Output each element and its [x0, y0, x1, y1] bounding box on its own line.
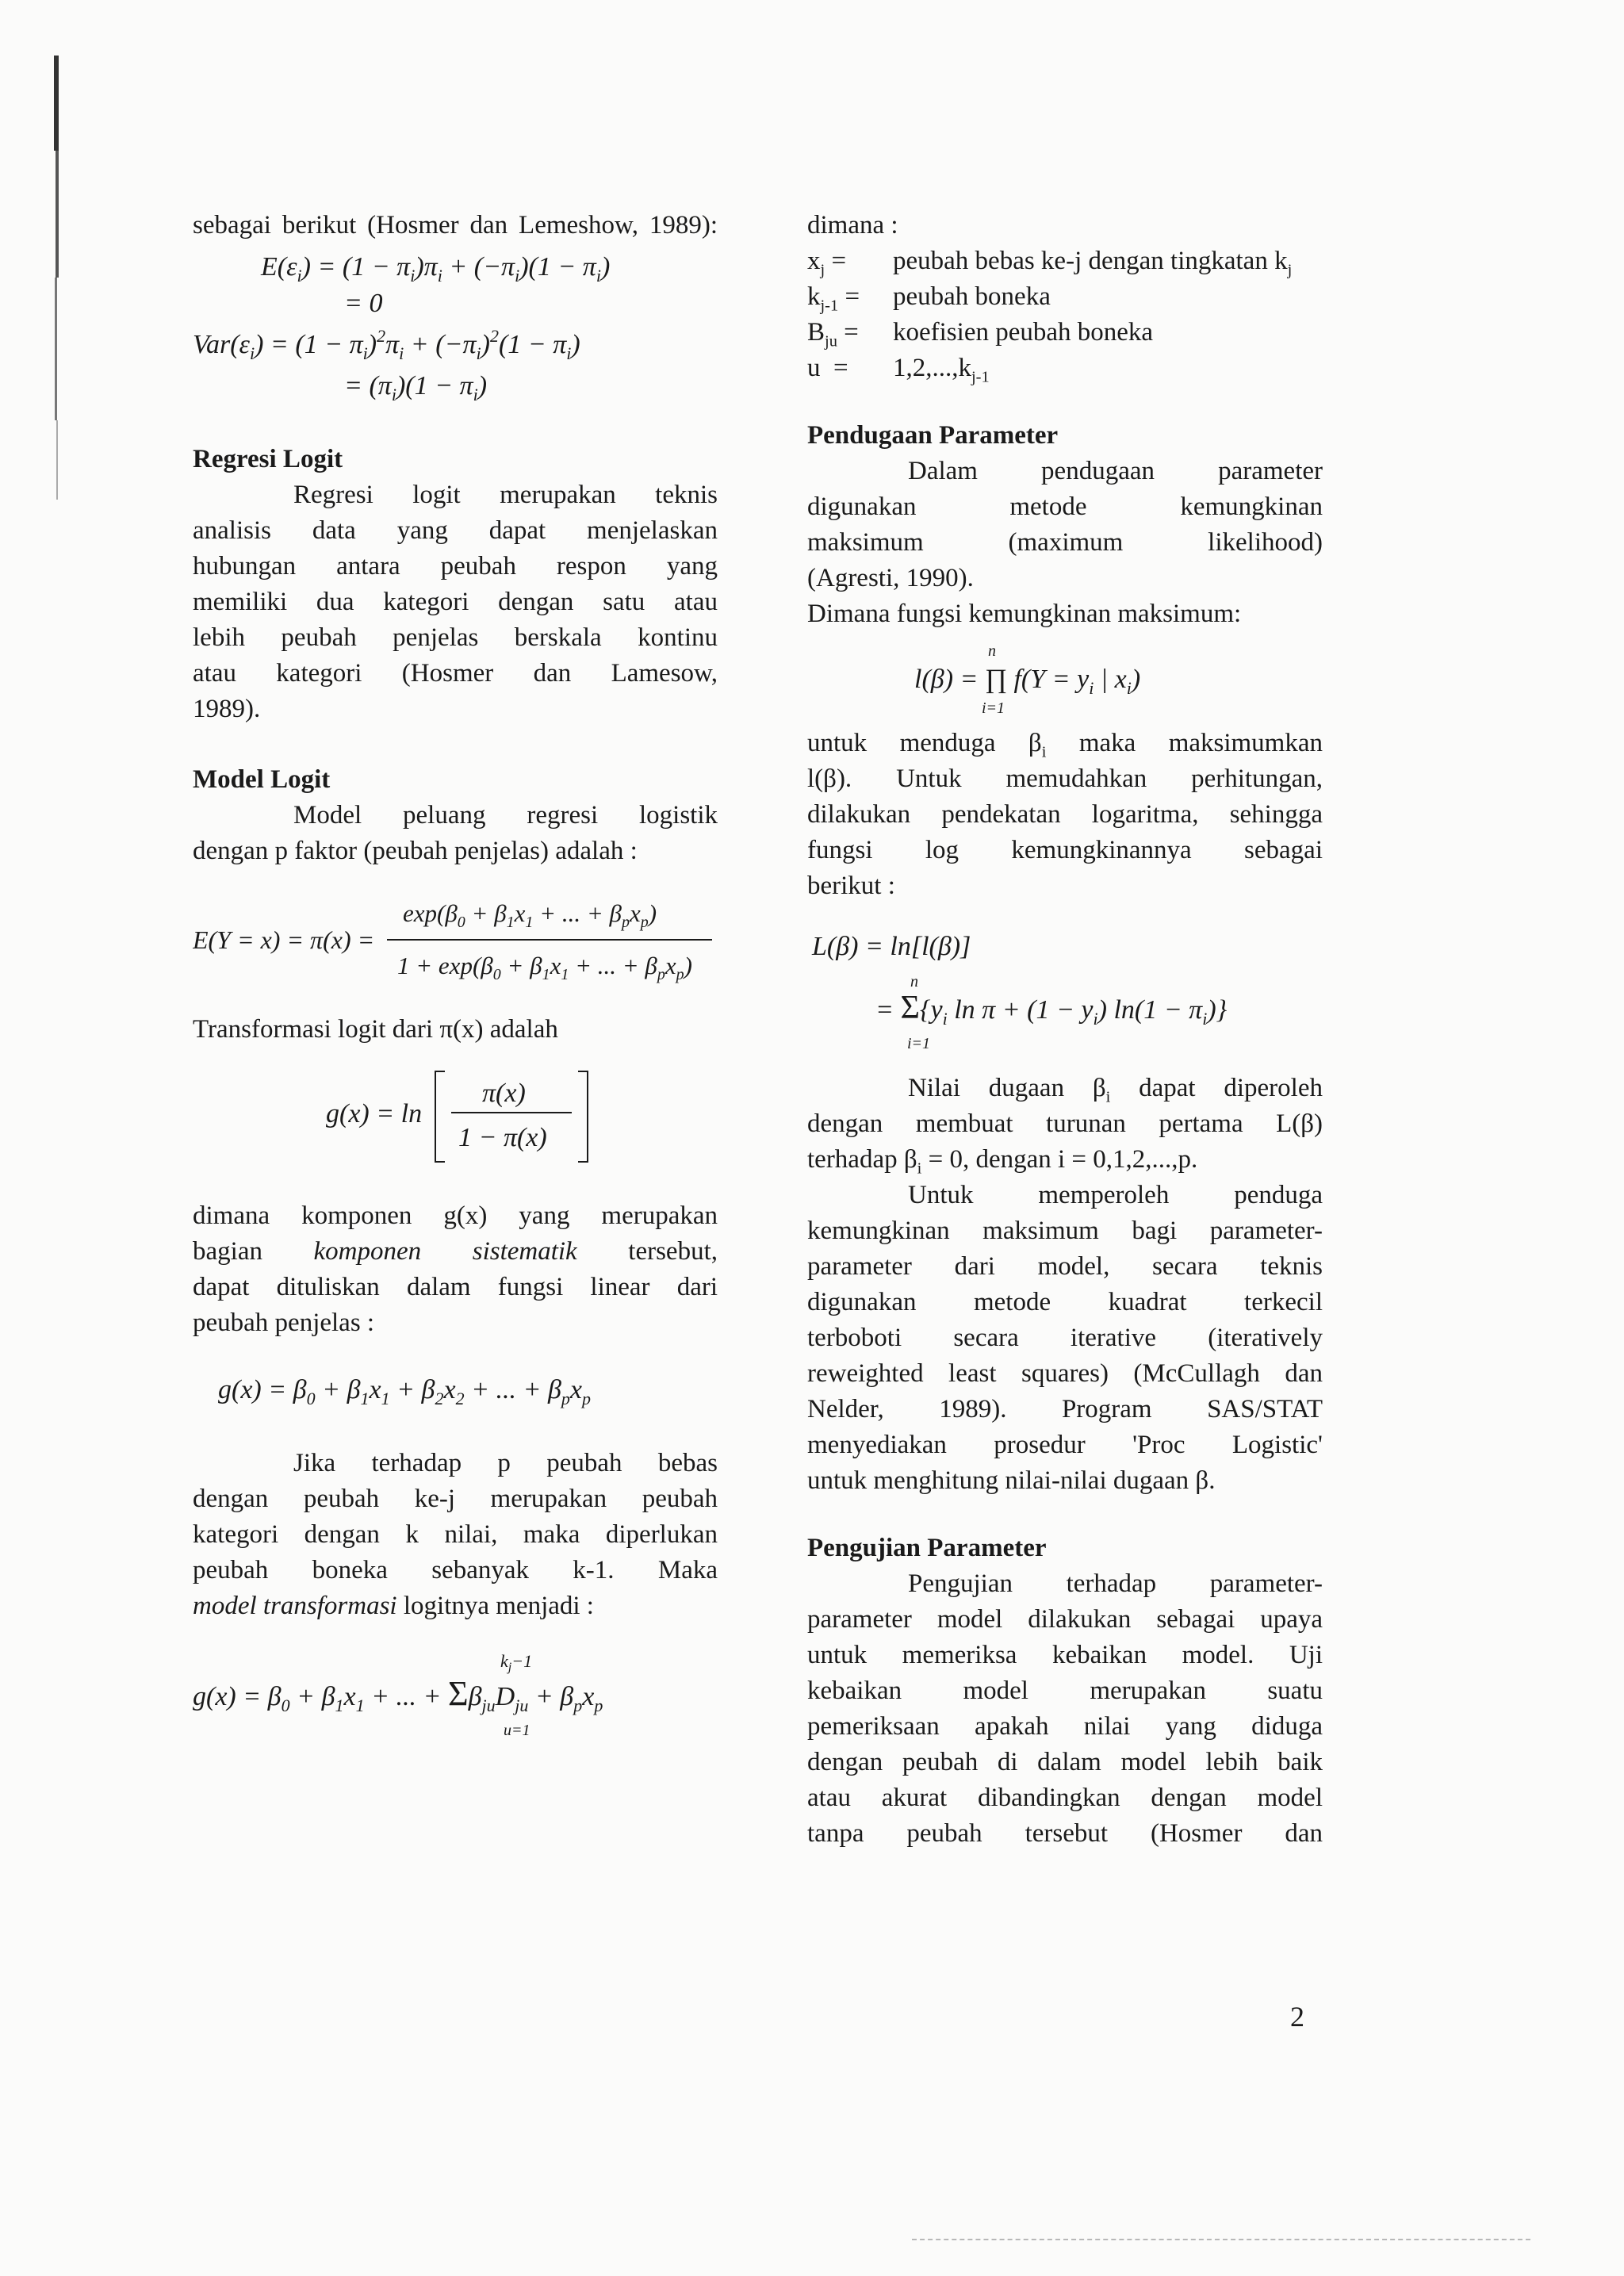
untuk-line-6: reweighted least squares) (McCullagh dan	[807, 1359, 1323, 1388]
eq-loglik-line1: L(β) = ln[l(β)]	[812, 932, 971, 961]
equation-dummy	[193, 1642, 718, 1745]
intro-line: sebagai berikut (Hosmer dan Lemeshow, 1989):	[193, 211, 718, 239]
pengujian-line-4: kebaikan model merupakan suatu	[807, 1676, 1323, 1705]
pendugaan-line-3: maksimum (maximum likelihood)	[807, 528, 1323, 557]
eq-pi-numerator: $\exp(\beta_0 + \beta_1x_1$ + ... + $\beta_px_p$)	[403, 899, 657, 931]
eq-logit-left-bracket	[435, 1071, 445, 1162]
heading-pendugaan-parameter: Pendugaan Parameter	[807, 421, 1059, 450]
dimana-label: dimana :	[807, 211, 898, 239]
eq-likelihood: l(β) = ∏ $f(Y = y_i$ | $x_i$)	[914, 665, 1141, 698]
pendugaan-line-2: digunakan metode kemungkinan	[807, 492, 1323, 521]
nilai-line-1: Nilai dugaan $\beta_i$ dapat diperoleh	[908, 1074, 1323, 1106]
definition-bju	[807, 315, 1323, 351]
untuk-line-1: Untuk memperoleh penduga	[908, 1181, 1323, 1209]
equation-probability	[193, 880, 718, 999]
scan-footer-line	[912, 2239, 1530, 2240]
komponen-line-3: dapat dituliskan dalam fungsi linear dari	[193, 1273, 718, 1301]
heading-pengujian-parameter: Pengujian Parameter	[807, 1534, 1047, 1562]
eq-logit-lhs: g(x) = ln	[326, 1099, 423, 1128]
definition-kj1	[807, 279, 1323, 315]
regresi-line-6: atau kategori (Hosmer dan Lamesow,	[193, 659, 718, 688]
eq-variance-result: = $(\pi_i)(1 - \pi_i)$	[344, 371, 488, 404]
definition-term: $B_{ju}$ =	[807, 318, 859, 351]
definition-text: $1,2,...,k_{j-1}$	[893, 354, 990, 386]
regresi-line-1: Regresi logit merupakan teknis	[293, 481, 718, 509]
untuk-line-2: kemungkinan maksimum bagi parameter-	[807, 1217, 1323, 1245]
untuk-line-7: Nelder, 1989). Program SAS/STAT	[807, 1395, 1323, 1423]
menduga-line-2: l(β). Untuk memudahkan perhitungan,	[807, 764, 1323, 793]
definition-text: koefisien peubah boneka	[893, 318, 1154, 347]
jika-line-4: peubah boneka sebanyak k-1. Maka	[193, 1556, 718, 1584]
eq-linear: $g(x) = \beta_0 + \beta_1x_1 + \beta_2x_2$ + ... + $\beta_px_p$	[218, 1375, 592, 1408]
nilai-line-3: terhadap $\beta_i = 0$, dengan i = 0,1,2,...,p.	[807, 1145, 1198, 1178]
model-line-2: dengan p faktor (peubah penjelas) adalah :	[193, 837, 638, 865]
pengujian-line-2: parameter model dilakukan sebagai upaya	[807, 1605, 1323, 1634]
eq-pi-denominator: $1 + \exp(\beta_0 + \beta_1x_1$ + ... + $\beta_px_p$)	[397, 952, 692, 983]
menduga-line-4: fungsi log kemungkinannya sebagai	[807, 836, 1323, 864]
pengujian-line-7: atau akurat dibandingkan dengan model	[807, 1784, 1323, 1812]
pengujian-line-8: tanpa peubah tersebut (Hosmer dan	[807, 1819, 1323, 1848]
komponen-line-2: bagian komponen sistematik tersebut,	[193, 1237, 718, 1266]
definition-term: $x_j$ =	[807, 247, 847, 279]
regresi-line-5: lebih peubah penjelas berskala kontinu	[193, 623, 718, 652]
heading-regresi-logit: Regresi Logit	[193, 445, 343, 473]
scan-edge-artifact	[48, 56, 71, 500]
eq-dummy-lower: u=1	[504, 1722, 530, 1739]
eq-logit-numerator: π(x)	[482, 1079, 526, 1108]
definition-text: peubah boneka	[893, 282, 1051, 311]
regresi-line-2: analisis data yang dapat menjelaskan	[193, 516, 718, 545]
left-column	[193, 208, 718, 1745]
equation-logit	[193, 1060, 718, 1171]
page-number: 2	[1290, 2001, 1304, 2033]
eq-loglik-upper: n	[910, 973, 918, 990]
eq-zero: = 0	[344, 289, 383, 318]
equation-variance	[193, 243, 718, 410]
menduga-line-5: berikut :	[807, 872, 895, 900]
komponen-line-4: peubah penjelas :	[193, 1309, 375, 1337]
pendugaan-line-4: (Agresti, 1990).	[807, 564, 974, 592]
pengujian-line-3: untuk memeriksa kebaikan model. Uji	[807, 1641, 1323, 1669]
menduga-line-1: untuk menduga $\beta_i$ maka maksimumkan	[807, 729, 1323, 761]
jika-line-1: Jika terhadap p peubah bebas	[293, 1449, 718, 1477]
equation-log-likelihood	[807, 922, 1323, 1056]
eq-logit-denominator: 1 − π(x)	[458, 1123, 547, 1152]
pendugaan-line-5: Dimana fungsi kemungkinan maksimum:	[807, 600, 1242, 628]
eq-expectation: $E(\varepsilon_i) = (1 - \pi_i)\pi_i + (-\pi_i)(1 - \pi_i)$	[261, 252, 611, 285]
untuk-line-5: terboboti secara iterative (iteratively	[807, 1324, 1323, 1352]
pengujian-line-6: dengan peubah di dalam model lebih baik	[807, 1748, 1323, 1776]
untuk-line-3: parameter dari model, secara teknis	[807, 1252, 1323, 1281]
heading-model-logit: Model Logit	[193, 765, 331, 794]
eq-loglik-line2: = $\Sigma\{y_i$ $\ln \pi + (1 - y_i)$ $\ln(1 - \pi_i)$}	[875, 990, 1228, 1029]
model-line-1: Model peluang regresi logistik	[293, 801, 718, 830]
definition-term: $k_{j-1}$ =	[807, 282, 860, 315]
right-column	[807, 208, 1323, 1852]
eq-logit-right-bracket	[578, 1071, 588, 1162]
eq-variance: $Var(\varepsilon_i) = (1 - \pi_i)^2\pi_i + (-\pi_i)^2(1 - \pi_i)$	[193, 326, 580, 363]
definition-term: u =	[807, 354, 848, 382]
eq-dummy-upper: $k_j-1$	[500, 1651, 533, 1674]
eq-likelihood-lower: i=1	[982, 699, 1005, 717]
equation-linear	[193, 1357, 718, 1420]
definition-text: peubah bebas ke-j dengan tingkatan $k_j$	[893, 247, 1293, 279]
equation-likelihood	[807, 638, 1323, 726]
jika-line-2: dengan peubah ke-j merupakan peubah	[193, 1485, 718, 1513]
regresi-line-4: memiliki dua kategori dengan satu atau	[193, 588, 718, 616]
definition-xj	[807, 243, 1323, 279]
jika-line-3: kategori dengan k nilai, maka diperlukan	[193, 1520, 718, 1549]
pendugaan-line-1: Dalam pendugaan parameter	[908, 457, 1323, 485]
eq-pi-lhs: E(Y = x) = π(x) =	[193, 925, 375, 954]
komponen-line-1: dimana komponen g(x) yang merupakan	[193, 1201, 718, 1230]
intro-text	[193, 208, 718, 243]
definition-u	[807, 351, 1323, 386]
untuk-line-8: menyediakan prosedur 'Proc Logistic'	[807, 1431, 1323, 1459]
untuk-line-9: untuk menghitung nilai-nilai dugaan β.	[807, 1466, 1216, 1495]
menduga-line-3: dilakukan pendekatan logaritma, sehingga	[807, 800, 1323, 829]
untuk-line-4: digunakan metode kuadrat terkecil	[807, 1288, 1323, 1316]
nilai-line-2: dengan membuat turunan pertama L(β)	[807, 1109, 1323, 1138]
eq-likelihood-upper: n	[988, 642, 996, 660]
eq-dummy-main: $g(x) = \beta_0 + \beta_1x_1$ + ... + $\Sigma\beta_{ju}D_{ju} + \beta_px_p$	[193, 1674, 603, 1715]
transform-line: Transformasi logit dari π(x) adalah	[193, 1015, 558, 1044]
pengujian-line-1: Pengujian terhadap parameter-	[908, 1569, 1323, 1598]
eq-loglik-lower: i=1	[907, 1035, 931, 1052]
pengujian-line-5: pemeriksaan apakah nilai yang diduga	[807, 1712, 1323, 1741]
regresi-line-3: hubungan antara peubah respon yang	[193, 552, 718, 580]
regresi-line-7: 1989).	[193, 695, 261, 723]
jika-line-5: model transformasi logitnya menjadi :	[193, 1592, 594, 1620]
